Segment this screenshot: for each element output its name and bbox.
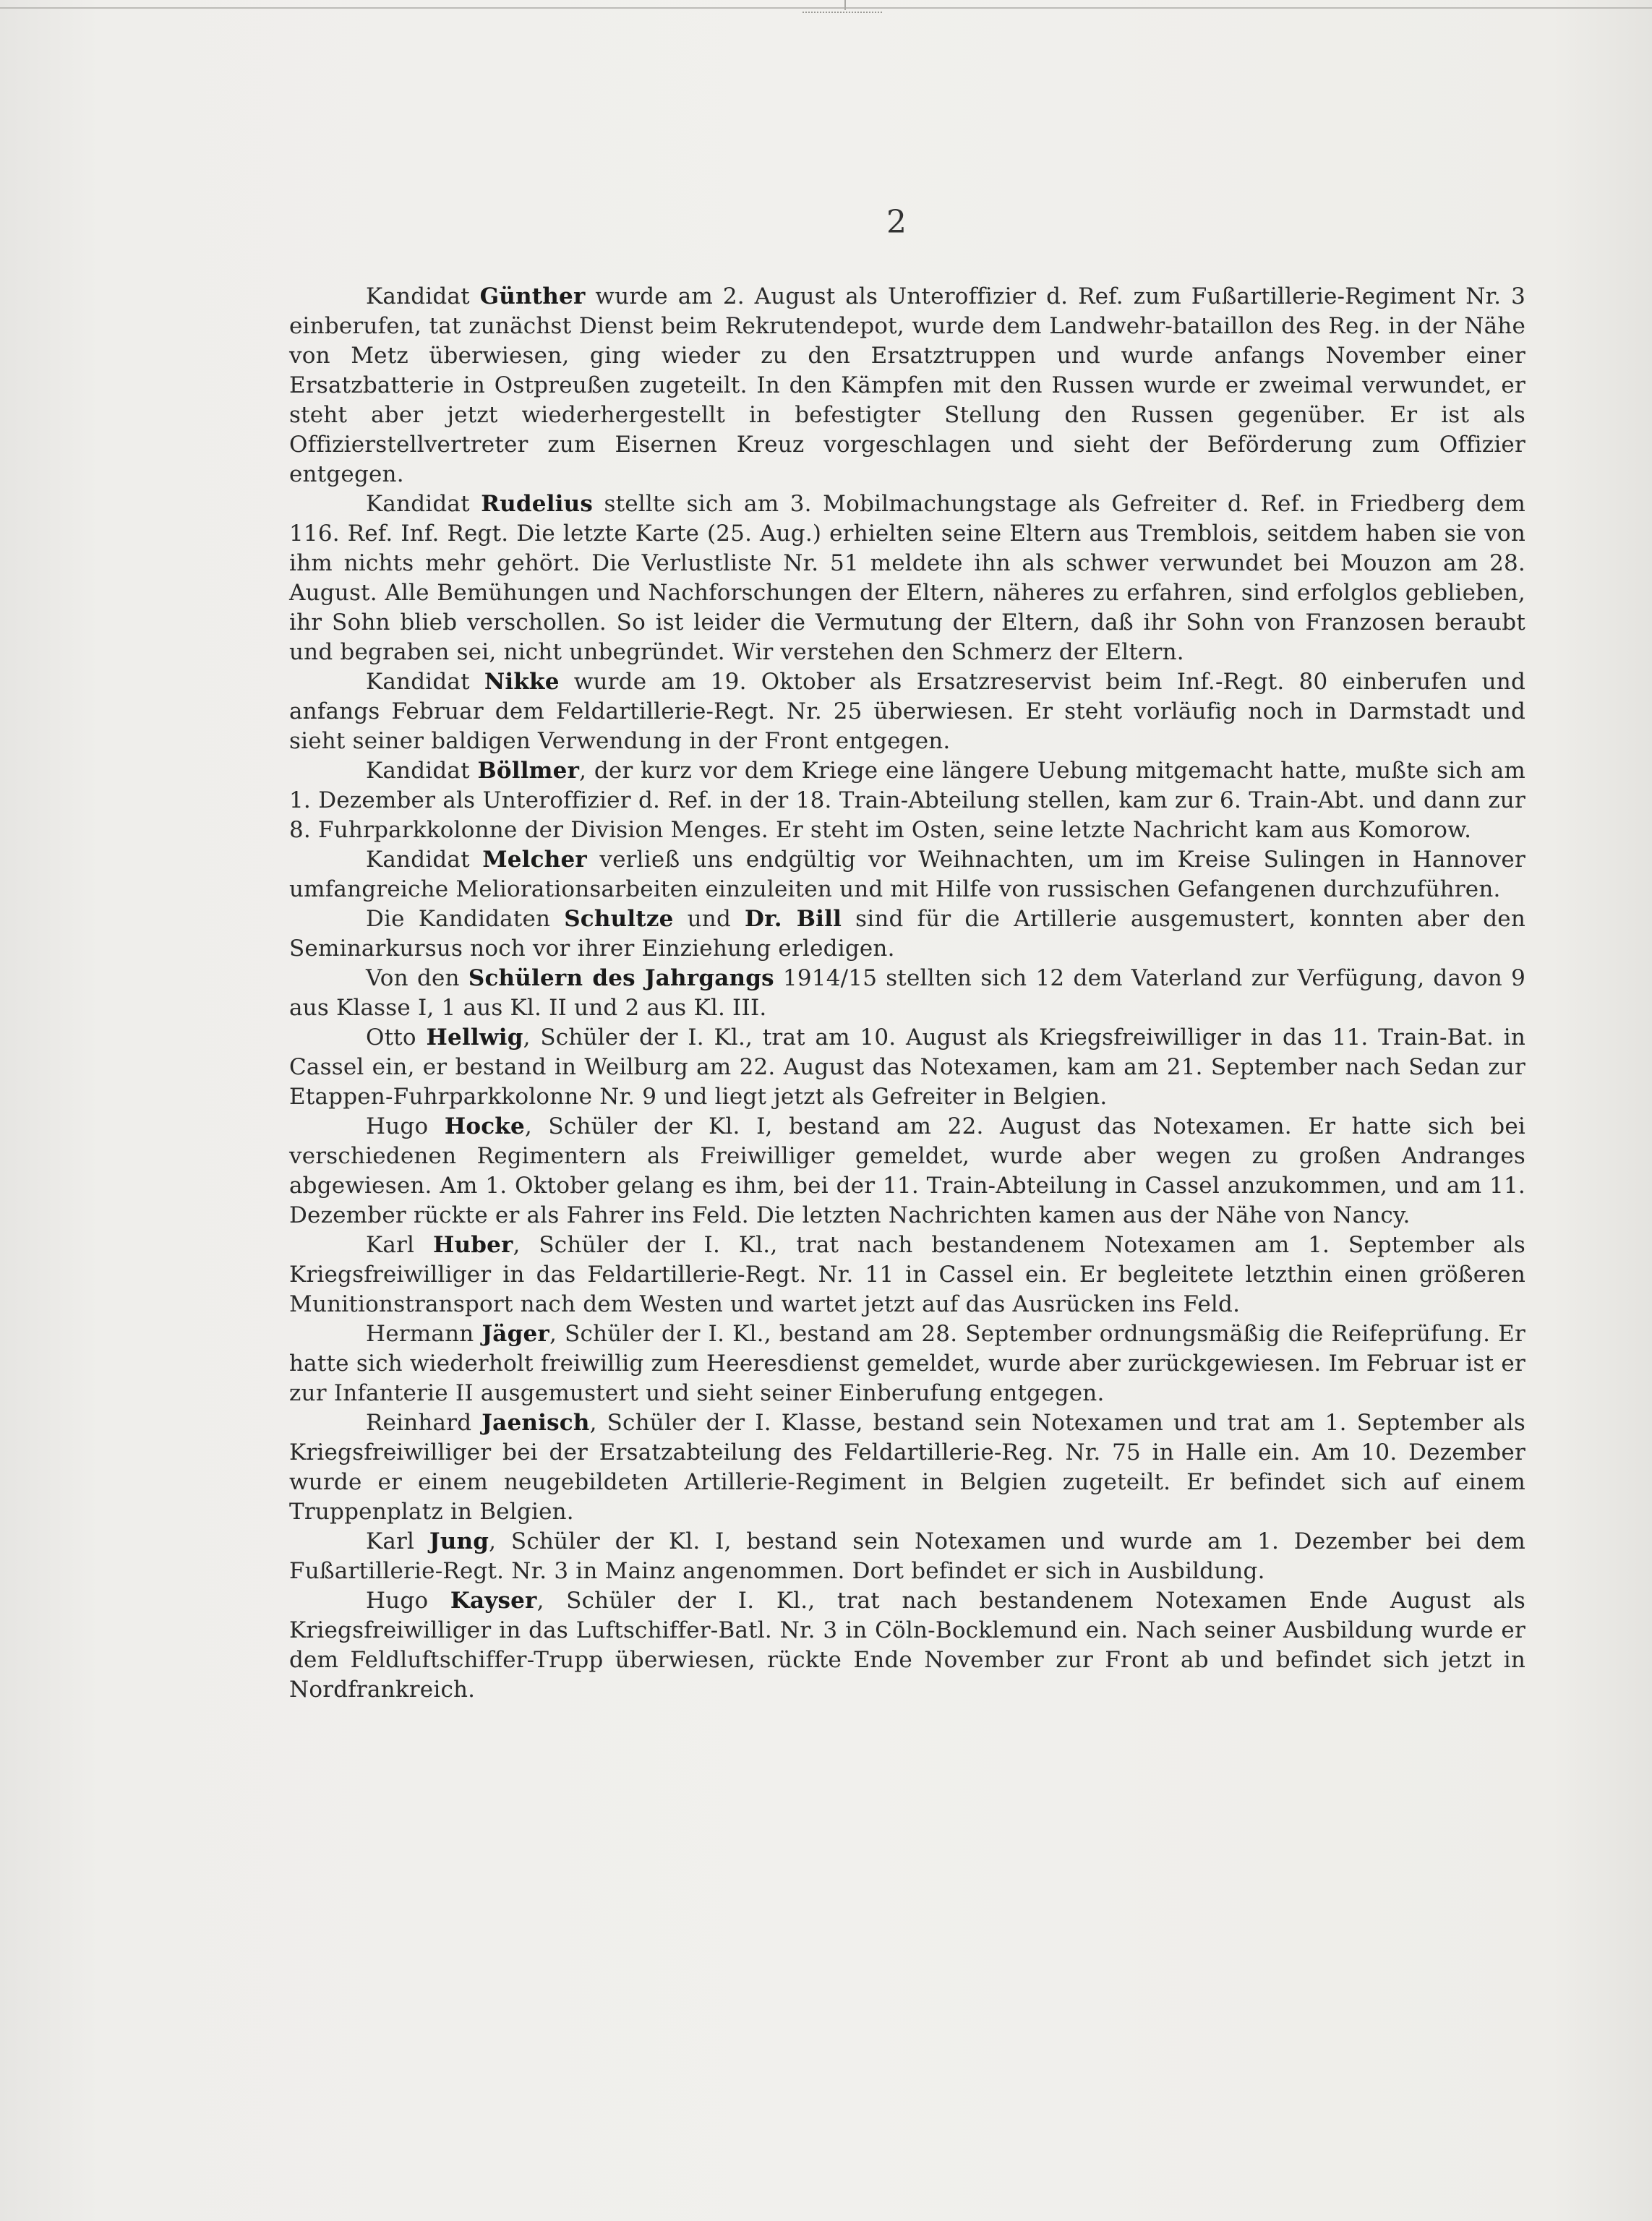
person-name: Schultze: [564, 906, 674, 932]
paragraph-kayser: [289, 1586, 1525, 1705]
paragraph-nikke: [289, 667, 1525, 756]
paragraph-huber: [289, 1231, 1525, 1319]
paragraph-text: , Schüler der Kl. I, bestand sein Notexamen und wurde am 1. Dezember bei dem Fußartillerie-Regt. Nr. 3 in Mainz angenommen. Dort befindet er sich in Ausbildung.: [289, 1528, 1525, 1584]
paragraph-lead: Kandidat: [366, 847, 483, 873]
person-name: Jung: [429, 1528, 489, 1554]
paragraph-text: , Schüler der I. Kl., trat nach bestandenem Notexamen am 1. September als Kriegsfreiwilliger in das Feldartillerie-Regt. Nr. 11 in Cassel ein. Er begleitete letzthin einen größeren Munitionstransport nach dem Westen und wartet jetzt auf das Ausrücken ins Feld.: [289, 1232, 1526, 1317]
paragraph-lead: Von den: [366, 965, 468, 991]
person-name: Hocke: [444, 1113, 525, 1139]
person-name: Jaenisch: [482, 1410, 590, 1436]
paragraph-schultze-bill: [289, 904, 1525, 964]
paragraph-boellmer: [289, 756, 1525, 845]
paragraph-lead: Kandidat: [366, 669, 484, 695]
group-name: Schülern des Jahrgangs: [468, 965, 774, 991]
paragraph-connector: und: [673, 906, 745, 932]
paragraph-melcher: [289, 845, 1525, 904]
paragraph-text: , Schüler der I. Kl., trat am 10. August als Kriegsfreiwilliger in das 11. Train-Bat. in Cassel ein, er bestand in Weilburg am 22. August das Notexamen, kam am 21. September nach Sedan zur Etappen-Fuhrparkkolonne Nr. 9 und liegt jetzt als Gefreiter in Belgien.: [289, 1024, 1525, 1110]
paragraph-text: , Schüler der I. Kl., trat nach bestandenem Notexamen Ende August als Kriegsfreiwilliger in das Luftschiffer-Batl. Nr. 3 in Cöln-Bocklemund ein. Nach seiner Ausbildung wurde er dem Feldluftschiffer-Trupp überwiesen, rückte Ende November zur Front ab und befindet sich jetzt in Nordfrankreich.: [289, 1588, 1525, 1703]
ornamental-wave: [803, 12, 882, 17]
person-name: Melcher: [482, 847, 587, 873]
top-edge-mark: [844, 0, 889, 10]
paragraph-text: stellte sich am 3. Mobilmachungstage als Gefreiter d. Ref. in Friedberg dem 116. Ref. Inf. Regt. Die letzte Karte (25. Aug.) erhielten seine Eltern aus Tremblois, seitdem haben sie von ihm nichts mehr gehört. Die Verlustliste Nr. 51 meldete ihn als schwer verwundet bei Mouzon am 28. August. Alle Bemühungen und Nachforschungen der Eltern, näheres zu erfahren, sind erfolglos geblieben, ihr Sohn blieb verschollen. So ist leider die Vermutung der Eltern, daß ihr Sohn von Franzosen beraubt und begraben sei, nicht unbegründet. Wir verstehen den Schmerz der Eltern.: [289, 491, 1525, 665]
paragraph-lead: Hugo: [366, 1113, 445, 1139]
paragraph-jaeger: [289, 1319, 1525, 1408]
paragraph-jaenisch: [289, 1408, 1525, 1527]
paragraph-lead: Kandidat: [366, 491, 482, 517]
person-name: Hellwig: [426, 1024, 523, 1050]
person-name: Günther: [479, 283, 586, 309]
person-name: Jäger: [482, 1321, 549, 1347]
person-name: Kayser: [450, 1588, 537, 1614]
paragraph-text: , Schüler der I. Kl., bestand am 28. September ordnungsmäßig die Reifeprüfung. Er hatte sich wiederholt freiwillig zum Heeresdienst gemeldet, wurde aber zurückgewiesen. Im Februar ist er zur Infanterie II ausgemustert und sieht seiner Einberufung entgegen.: [289, 1321, 1526, 1406]
paragraph-text: sind für die Artillerie ausgemustert, konnten aber den Seminarkursus noch vor ihrer Einziehung erledigen.: [289, 906, 1526, 962]
paragraph-lead: Hermann: [366, 1321, 482, 1347]
paragraph-guenther: [289, 282, 1525, 489]
paragraph-lead: Kandidat: [366, 758, 478, 784]
paragraph-lead: Karl: [366, 1528, 429, 1554]
paragraph-text: verließ uns endgültig vor Weihnachten, um im Kreise Sulingen in Hannover umfangreiche Meliorationsarbeiten einzuleiten und mit Hilfe von russischen Gefangenen durchzuführen.: [289, 847, 1525, 902]
paragraph-rudelius: [289, 489, 1525, 667]
person-name: Dr. Bill: [745, 906, 842, 932]
body-text: [289, 282, 1525, 1705]
paragraph-jung: [289, 1527, 1525, 1586]
paragraph-lead: Kandidat: [366, 283, 480, 309]
paragraph-lead: Reinhard: [366, 1410, 482, 1436]
paragraph-text: 1914/15 stellten sich 12 dem Vaterland zur Verfügung, davon 9 aus Klasse I, 1 aus Kl. II und 2 aus Kl. III.: [289, 965, 1525, 1021]
person-name: Böllmer: [477, 758, 580, 784]
person-name: Nikke: [484, 669, 560, 695]
paragraph-text: , Schüler der Kl. I, bestand am 22. August das Notexamen. Er hatte sich bei verschiedenen Regimentern als Freiwilliger gemeldet, wurde aber wegen zu großen Andranges abgewiesen. Am 1. Oktober gelang es ihm, bei der 11. Train-Abteilung in Cassel anzukommen, und am 11. Dezember rückte er als Fahrer ins Feld. Die letzten Nachrichten kamen aus der Nähe von Nancy.: [289, 1113, 1525, 1228]
page-number: 2: [886, 204, 907, 241]
paragraph-hellwig: [289, 1023, 1525, 1112]
paragraph-jahrgang: [289, 964, 1525, 1023]
paragraph-text: wurde am 2. August als Unteroffizier d. Ref. zum Fußartillerie-Regiment Nr. 3 einberufen, tat zunächst Dienst beim Rekrutendepot, wurde dem Landwehr-bataillon des Reg. in der Nähe von Metz überwiesen, ging wieder zu den Ersatztruppen und wurde anfangs November einer Ersatzbatterie in Ostpreußen zugeteilt. In den Kämpfen mit den Russen wurde er zweimal verwundet, er steht aber jetzt wiederhergestellt in befestigter Stellung den Russen gegenüber. Er ist als Offizierstellvertreter zum Eisernen Kreuz vorgeschlagen und sieht der Beförderung zum Offizier entgegen.: [289, 283, 1525, 487]
paragraph-hocke: [289, 1112, 1525, 1231]
paragraph-text: wurde am 19. Oktober als Ersatzreservist beim Inf.-Regt. 80 einberufen und anfangs Februar dem Feldartillerie-Regt. Nr. 25 überwiesen. Er steht vorläufig noch in Darmstadt und sieht seiner baldigen Verwendung in der Front entgegen.: [289, 669, 1525, 754]
person-name: Rudelius: [481, 491, 594, 517]
paragraph-text: , der kurz vor dem Kriege eine längere Uebung mitgemacht hatte, mußte sich am 1. Dezember als Unteroffizier d. Ref. in der 18. Train-Abteilung stellen, kam zur 6. Train-Abt. und dann zur 8. Fuhrparkkolonne der Division Menges. Er steht im Osten, seine letzte Nachricht kam aus Komorow.: [289, 758, 1525, 843]
person-name: Huber: [432, 1232, 513, 1258]
paragraph-lead: Otto: [366, 1024, 427, 1050]
top-edge-rule: [0, 0, 1652, 9]
paragraph-text: , Schüler der I. Klasse, bestand sein Notexamen und trat am 1. September als Kriegsfreiwilliger bei der Ersatzabteilung des Feldartillerie-Reg. Nr. 75 in Halle ein. Am 10. Dezember wurde er einem neugebildeten Artillerie-Regiment in Belgien zugeteilt. Er befindet sich auf einem Truppenplatz in Belgien.: [289, 1410, 1525, 1525]
paragraph-lead: Die Kandidaten: [366, 906, 565, 932]
paragraph-lead: Karl: [366, 1232, 433, 1258]
paragraph-lead: Hugo: [366, 1588, 450, 1614]
